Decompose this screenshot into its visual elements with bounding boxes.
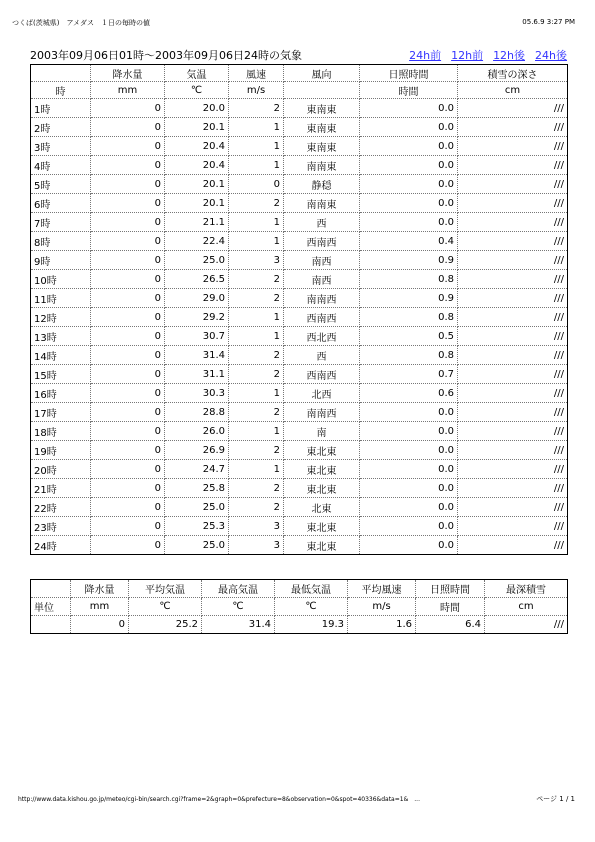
table-row — [31, 346, 568, 365]
cell-wind-speed: 2 — [229, 498, 284, 517]
cell-temperature: 30.7 — [165, 327, 229, 346]
cell-temperature: 29.0 — [165, 289, 229, 308]
table-row — [31, 175, 568, 194]
cell-hour: 7時 — [31, 213, 91, 232]
cell-sunshine: 0.8 — [360, 270, 458, 289]
cell-temperature: 30.3 — [165, 384, 229, 403]
cell-temperature: 20.1 — [165, 118, 229, 137]
cell-sunshine: 0.0 — [360, 441, 458, 460]
cell-wind-speed: 2 — [229, 479, 284, 498]
header-wind-speed: m/s — [229, 82, 284, 99]
cell-precipitation: 0 — [91, 384, 165, 403]
cell-sunshine: 0.0 — [360, 213, 458, 232]
cell-snow-depth: /// — [458, 327, 568, 346]
cell-snow-depth: /// — [458, 517, 568, 536]
table-row — [31, 99, 568, 118]
cell-temperature: 24.7 — [165, 460, 229, 479]
cell-snow-depth: /// — [458, 384, 568, 403]
cell-precipitation: 0 — [91, 194, 165, 213]
page-header-datetime: 05.6.9 3:27 PM — [522, 18, 575, 26]
cell-wind-direction: 東北東 — [284, 479, 360, 498]
cell-precipitation: 0 — [91, 479, 165, 498]
cell-wind-direction: 東北東 — [284, 517, 360, 536]
cell-hour: 2時 — [31, 118, 91, 137]
summary-header-unit — [31, 580, 71, 598]
summary-header-avg-wind-speed: 平均風速 — [348, 580, 416, 598]
nav-24h-before-link[interactable]: 24h前 — [409, 49, 442, 62]
cell-hour: 21時 — [31, 479, 91, 498]
summary-header-max-temperature: ℃ — [202, 598, 275, 616]
time-navigation — [399, 47, 567, 63]
cell-snow-depth: /// — [458, 498, 568, 517]
summary-header-unit: 単位 — [31, 598, 71, 616]
cell-hour: 1時 — [31, 99, 91, 118]
cell-temperature: 21.1 — [165, 213, 229, 232]
cell-sunshine: 0.0 — [360, 403, 458, 422]
cell-temperature: 25.0 — [165, 251, 229, 270]
cell-sunshine: 0.0 — [360, 137, 458, 156]
cell-hour: 12時 — [31, 308, 91, 327]
cell-wind-direction: 西北西 — [284, 327, 360, 346]
cell-wind-direction: 南西 — [284, 270, 360, 289]
cell-temperature: 20.0 — [165, 99, 229, 118]
cell-temperature: 20.1 — [165, 175, 229, 194]
cell-wind-direction: 南南東 — [284, 156, 360, 175]
cell-hour: 23時 — [31, 517, 91, 536]
cell-temperature: 22.4 — [165, 232, 229, 251]
cell-wind-direction: 南南西 — [284, 403, 360, 422]
cell-precipitation: 0 — [91, 289, 165, 308]
cell-sunshine: 0.0 — [360, 194, 458, 213]
cell-snow-depth: /// — [458, 251, 568, 270]
cell-precipitation: 0 — [91, 118, 165, 137]
cell-snow-depth: /// — [458, 365, 568, 384]
summary-header-sunshine: 時間 — [416, 598, 485, 616]
cell-sunshine: 0.0 — [360, 498, 458, 517]
summary-max-snow-depth: /// — [485, 616, 568, 634]
table-row — [31, 365, 568, 384]
table-row — [31, 194, 568, 213]
summary-header-row — [31, 598, 568, 616]
cell-temperature: 31.1 — [165, 365, 229, 384]
cell-sunshine: 0.0 — [360, 422, 458, 441]
cell-wind-direction: 南南東 — [284, 194, 360, 213]
cell-wind-direction: 西南西 — [284, 308, 360, 327]
cell-hour: 13時 — [31, 327, 91, 346]
cell-hour: 9時 — [31, 251, 91, 270]
summary-header-sunshine: 日照時間 — [416, 580, 485, 598]
cell-temperature: 26.5 — [165, 270, 229, 289]
summary-values-row — [31, 616, 568, 634]
cell-precipitation: 0 — [91, 346, 165, 365]
table-row — [31, 156, 568, 175]
cell-temperature: 20.4 — [165, 137, 229, 156]
table-row — [31, 270, 568, 289]
table-row — [31, 517, 568, 536]
cell-snow-depth: /// — [458, 232, 568, 251]
cell-snow-depth: /// — [458, 213, 568, 232]
cell-temperature: 31.4 — [165, 346, 229, 365]
cell-wind-direction: 西 — [284, 213, 360, 232]
cell-hour: 8時 — [31, 232, 91, 251]
cell-wind-speed: 2 — [229, 270, 284, 289]
cell-hour: 3時 — [31, 137, 91, 156]
table-row — [31, 460, 568, 479]
cell-precipitation: 0 — [91, 137, 165, 156]
cell-sunshine: 0.0 — [360, 156, 458, 175]
header-snow-depth: cm — [458, 82, 568, 99]
cell-sunshine: 0.8 — [360, 308, 458, 327]
table-row — [31, 251, 568, 270]
summary-sunshine: 6.4 — [416, 616, 485, 634]
header-wind-speed: 風速 — [229, 65, 284, 82]
hourly-table — [30, 64, 568, 555]
table-row — [31, 422, 568, 441]
cell-snow-depth: /// — [458, 289, 568, 308]
cell-snow-depth: /// — [458, 403, 568, 422]
header-wind-direction: 風向 — [284, 65, 360, 82]
cell-temperature: 25.8 — [165, 479, 229, 498]
cell-wind-direction: 東北東 — [284, 441, 360, 460]
summary-precipitation: 0 — [71, 616, 129, 634]
cell-temperature: 26.0 — [165, 422, 229, 441]
cell-precipitation: 0 — [91, 213, 165, 232]
cell-hour: 17時 — [31, 403, 91, 422]
cell-temperature: 25.3 — [165, 517, 229, 536]
table-row — [31, 327, 568, 346]
nav-24h-after-link[interactable]: 24h後 — [535, 49, 567, 62]
cell-precipitation: 0 — [91, 460, 165, 479]
cell-precipitation: 0 — [91, 422, 165, 441]
cell-precipitation: 0 — [91, 270, 165, 289]
cell-hour: 18時 — [31, 422, 91, 441]
cell-wind-direction: 西南西 — [284, 365, 360, 384]
summary-header-max-snow-depth: 最深積雪 — [485, 580, 568, 598]
header-sunshine: 時間 — [360, 82, 458, 99]
cell-wind-direction: 南西 — [284, 251, 360, 270]
cell-sunshine: 0.9 — [360, 289, 458, 308]
summary-table — [30, 579, 568, 634]
cell-temperature: 29.2 — [165, 308, 229, 327]
summary-min-temperature: 19.3 — [275, 616, 348, 634]
page-title: 2003年09月06日01時～2003年09月06日24時の気象 — [30, 49, 302, 62]
table-row — [31, 441, 568, 460]
cell-temperature: 20.1 — [165, 194, 229, 213]
cell-wind-direction: 北東 — [284, 498, 360, 517]
summary-header-row — [31, 580, 568, 598]
summary-header-max-temperature: 最高気温 — [202, 580, 275, 598]
cell-sunshine: 0.0 — [360, 479, 458, 498]
cell-precipitation: 0 — [91, 327, 165, 346]
cell-wind-direction: 南 — [284, 422, 360, 441]
title-row — [30, 47, 567, 63]
summary-header-avg-wind-speed: m/s — [348, 598, 416, 616]
cell-wind-speed: 2 — [229, 99, 284, 118]
cell-temperature: 26.9 — [165, 441, 229, 460]
nav-12h-before-link[interactable]: 12h前 — [451, 49, 484, 62]
table-row — [31, 308, 568, 327]
cell-wind-speed: 1 — [229, 422, 284, 441]
header-precipitation: mm — [91, 82, 165, 99]
cell-temperature: 25.0 — [165, 498, 229, 517]
cell-sunshine: 0.5 — [360, 327, 458, 346]
cell-hour: 15時 — [31, 365, 91, 384]
table-row — [31, 479, 568, 498]
cell-precipitation: 0 — [91, 175, 165, 194]
cell-hour: 22時 — [31, 498, 91, 517]
table-row — [31, 118, 568, 137]
table-row — [31, 232, 568, 251]
cell-wind-direction: 南南西 — [284, 289, 360, 308]
cell-wind-speed: 1 — [229, 137, 284, 156]
table-row — [31, 498, 568, 517]
cell-precipitation: 0 — [91, 498, 165, 517]
cell-temperature: 20.4 — [165, 156, 229, 175]
cell-snow-depth: /// — [458, 118, 568, 137]
cell-hour: 20時 — [31, 460, 91, 479]
table-row — [31, 384, 568, 403]
summary-unit — [31, 616, 71, 634]
summary-header-max-snow-depth: cm — [485, 598, 568, 616]
cell-wind-speed: 0 — [229, 175, 284, 194]
cell-temperature: 28.8 — [165, 403, 229, 422]
summary-header-min-temperature: 最低気温 — [275, 580, 348, 598]
cell-snow-depth: /// — [458, 308, 568, 327]
cell-precipitation: 0 — [91, 99, 165, 118]
cell-sunshine: 0.0 — [360, 536, 458, 555]
cell-precipitation: 0 — [91, 251, 165, 270]
cell-wind-speed: 1 — [229, 232, 284, 251]
cell-hour: 11時 — [31, 289, 91, 308]
cell-snow-depth: /// — [458, 441, 568, 460]
cell-sunshine: 0.4 — [360, 232, 458, 251]
cell-wind-speed: 3 — [229, 251, 284, 270]
table-row — [31, 289, 568, 308]
header-hour: 時 — [31, 82, 91, 99]
cell-wind-direction: 西 — [284, 346, 360, 365]
cell-precipitation: 0 — [91, 232, 165, 251]
summary-header-avg-temperature: ℃ — [129, 598, 202, 616]
cell-precipitation: 0 — [91, 403, 165, 422]
summary-header-precipitation: 降水量 — [71, 580, 129, 598]
cell-wind-direction: 東南東 — [284, 137, 360, 156]
cell-sunshine: 0.0 — [360, 99, 458, 118]
cell-snow-depth: /// — [458, 99, 568, 118]
cell-wind-speed: 2 — [229, 441, 284, 460]
cell-sunshine: 0.8 — [360, 346, 458, 365]
cell-wind-direction: 東南東 — [284, 118, 360, 137]
cell-precipitation: 0 — [91, 517, 165, 536]
cell-hour: 4時 — [31, 156, 91, 175]
cell-snow-depth: /// — [458, 536, 568, 555]
cell-precipitation: 0 — [91, 536, 165, 555]
cell-snow-depth: /// — [458, 175, 568, 194]
cell-precipitation: 0 — [91, 156, 165, 175]
cell-wind-speed: 2 — [229, 346, 284, 365]
cell-snow-depth: /// — [458, 194, 568, 213]
table-row — [31, 403, 568, 422]
cell-temperature: 25.0 — [165, 536, 229, 555]
cell-wind-speed: 1 — [229, 118, 284, 137]
cell-hour: 6時 — [31, 194, 91, 213]
header-temperature: ℃ — [165, 82, 229, 99]
cell-wind-speed: 2 — [229, 365, 284, 384]
cell-wind-speed: 3 — [229, 517, 284, 536]
cell-wind-direction: 静穏 — [284, 175, 360, 194]
cell-precipitation: 0 — [91, 441, 165, 460]
cell-wind-speed: 3 — [229, 536, 284, 555]
cell-wind-speed: 1 — [229, 327, 284, 346]
summary-avg-wind-speed: 1.6 — [348, 616, 416, 634]
summary-max-temperature: 31.4 — [202, 616, 275, 634]
cell-snow-depth: /// — [458, 422, 568, 441]
cell-snow-depth: /// — [458, 460, 568, 479]
header-snow-depth: 積雪の深さ — [458, 65, 568, 82]
cell-sunshine: 0.0 — [360, 118, 458, 137]
cell-snow-depth: /// — [458, 346, 568, 365]
cell-hour: 24時 — [31, 536, 91, 555]
cell-wind-speed: 2 — [229, 403, 284, 422]
cell-precipitation: 0 — [91, 365, 165, 384]
cell-hour: 14時 — [31, 346, 91, 365]
cell-snow-depth: /// — [458, 156, 568, 175]
cell-sunshine: 0.7 — [360, 365, 458, 384]
header-hour — [31, 65, 91, 82]
nav-12h-after-link[interactable]: 12h後 — [493, 49, 526, 62]
summary-header-avg-temperature: 平均気温 — [129, 580, 202, 598]
cell-sunshine: 0.6 — [360, 384, 458, 403]
footer-page-number: ページ 1 / 1 — [536, 795, 575, 803]
cell-wind-direction: 西南西 — [284, 232, 360, 251]
cell-hour: 10時 — [31, 270, 91, 289]
cell-wind-speed: 2 — [229, 194, 284, 213]
header-sunshine: 日照時間 — [360, 65, 458, 82]
header-temperature: 気温 — [165, 65, 229, 82]
table-row — [31, 536, 568, 555]
cell-hour: 19時 — [31, 441, 91, 460]
footer-url: http://www.data.kishou.go.jp/meteo/cgi-bin/search.cgi?frame=2&graph=0&prefecture=8&observation=0&spot=40336&data=1& ... — [18, 796, 420, 803]
table-row — [31, 137, 568, 156]
cell-wind-direction: 東北東 — [284, 460, 360, 479]
cell-snow-depth: /// — [458, 270, 568, 289]
cell-wind-direction: 東北東 — [284, 536, 360, 555]
header-wind-direction — [284, 82, 360, 99]
table-header-row — [31, 65, 568, 82]
cell-wind-direction: 北西 — [284, 384, 360, 403]
cell-wind-speed: 1 — [229, 213, 284, 232]
summary-header-min-temperature: ℃ — [275, 598, 348, 616]
cell-hour: 5時 — [31, 175, 91, 194]
header-precipitation: 降水量 — [91, 65, 165, 82]
page-header-title: つくば(茨城県) アメダス １日の毎時の値 — [12, 19, 151, 27]
cell-sunshine: 0.0 — [360, 517, 458, 536]
cell-sunshine: 0.9 — [360, 251, 458, 270]
summary-avg-temperature: 25.2 — [129, 616, 202, 634]
cell-wind-speed: 1 — [229, 460, 284, 479]
cell-wind-speed: 1 — [229, 308, 284, 327]
cell-wind-speed: 1 — [229, 384, 284, 403]
cell-precipitation: 0 — [91, 308, 165, 327]
table-header-row — [31, 82, 568, 99]
cell-wind-speed: 1 — [229, 156, 284, 175]
cell-hour: 16時 — [31, 384, 91, 403]
cell-snow-depth: /// — [458, 479, 568, 498]
cell-sunshine: 0.0 — [360, 460, 458, 479]
cell-sunshine: 0.0 — [360, 175, 458, 194]
summary-header-precipitation: mm — [71, 598, 129, 616]
cell-snow-depth: /// — [458, 137, 568, 156]
cell-wind-speed: 2 — [229, 289, 284, 308]
table-row — [31, 213, 568, 232]
cell-wind-direction: 東南東 — [284, 99, 360, 118]
